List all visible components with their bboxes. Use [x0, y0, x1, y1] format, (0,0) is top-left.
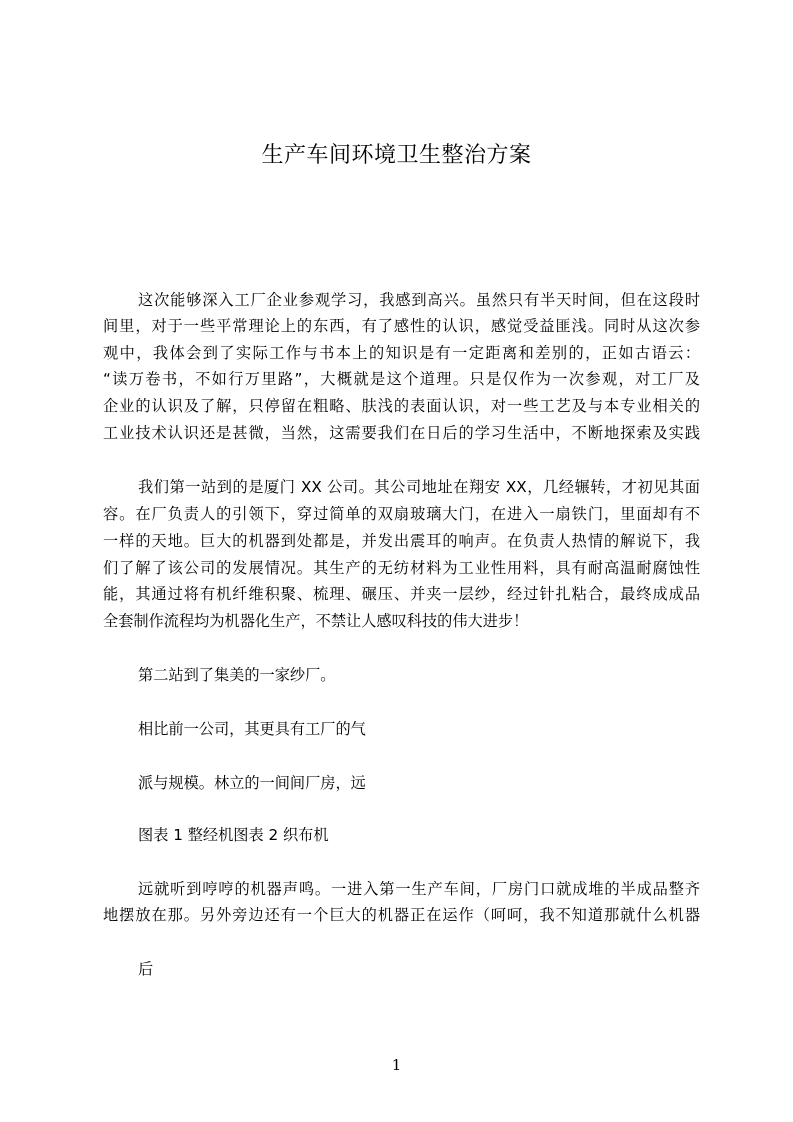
paragraph-6-line-1: 远就听到哼哼的机器声鸣。一进入第一生产车间，厂房门口就成堆的半成品整齐 — [138, 880, 700, 898]
paragraph-3: 第二站到了集美的一家纱厂。 — [138, 666, 336, 684]
paragraph-1-line-6: 工业技术认识还是甚微，当然，这需要我们在日后的学习生活中，不断地探索及实践 — [103, 424, 700, 442]
paragraph-4: 相比前一公司，其更具有工厂的气 — [138, 720, 366, 738]
paragraph-7: 后 — [138, 960, 154, 978]
paragraph-2-line-1: 我们第一站到的是厦门 XX 公司。其公司地址在翔安 XX，几经辗转，才初见其面 — [138, 478, 700, 496]
paragraph-1-line-2: 间里，对于一些平常理论上的东西，有了感性的认识，感觉受益匪浅。同时从这次参 — [103, 317, 700, 335]
paragraph-1-line-1: 这次能够深入工厂企业参观学习，我感到高兴。虽然只有半天时间，但在这段时 — [138, 291, 700, 309]
page-number: 1 — [391, 1056, 402, 1074]
figure-caption: 图表 1 整经机图表 2 织布机 — [138, 826, 329, 844]
paragraph-6-line-2: 地摆放在那。另外旁边还有一个巨大的机器正在运作（呵呵，我不知道那就什么机器 — [103, 906, 700, 924]
paragraph-1-line-3: 观中，我体会到了实际工作与书本上的知识是有一定距离和差别的，正如古语云： — [103, 344, 700, 362]
paragraph-2-line-4: 们了解了该公司的发展情况。其生产的无纺材料为工业性用料，具有耐高温耐腐蚀性 — [103, 559, 700, 577]
paragraph-1-line-5: 企业的认识及了解，只停留在粗略、肤浅的表面认识，对一些工艺及与本专业相关的 — [103, 397, 700, 415]
paragraph-2-line-3: 一样的天地。巨大的机器到处都是，并发出震耳的响声。在负责人热情的解说下，我 — [103, 532, 700, 550]
paragraph-5: 派与规模。林立的一间间厂房，远 — [138, 774, 366, 792]
paragraph-2-line-5: 能，其通过将有机纤维积聚、梳理、碾压、并夹一层纱，经过针扎粘合，最终成成品 — [103, 585, 700, 603]
document-title: 生产车间环境卫生整治方案 — [261, 143, 532, 168]
paragraph-2-line-6: 全套制作流程均为机器化生产，不禁让人感叹科技的伟大进步！ — [103, 612, 529, 630]
paragraph-1-line-4: “读万卷书，不如行万里路”，大概就是这个道理。只是仅作为一次参观，对工厂及 — [103, 370, 700, 388]
paragraph-2-line-2: 容。在厂负责人的引领下，穿过简单的双扇玻璃大门，在进入一扇铁门，里面却有不 — [103, 505, 700, 523]
